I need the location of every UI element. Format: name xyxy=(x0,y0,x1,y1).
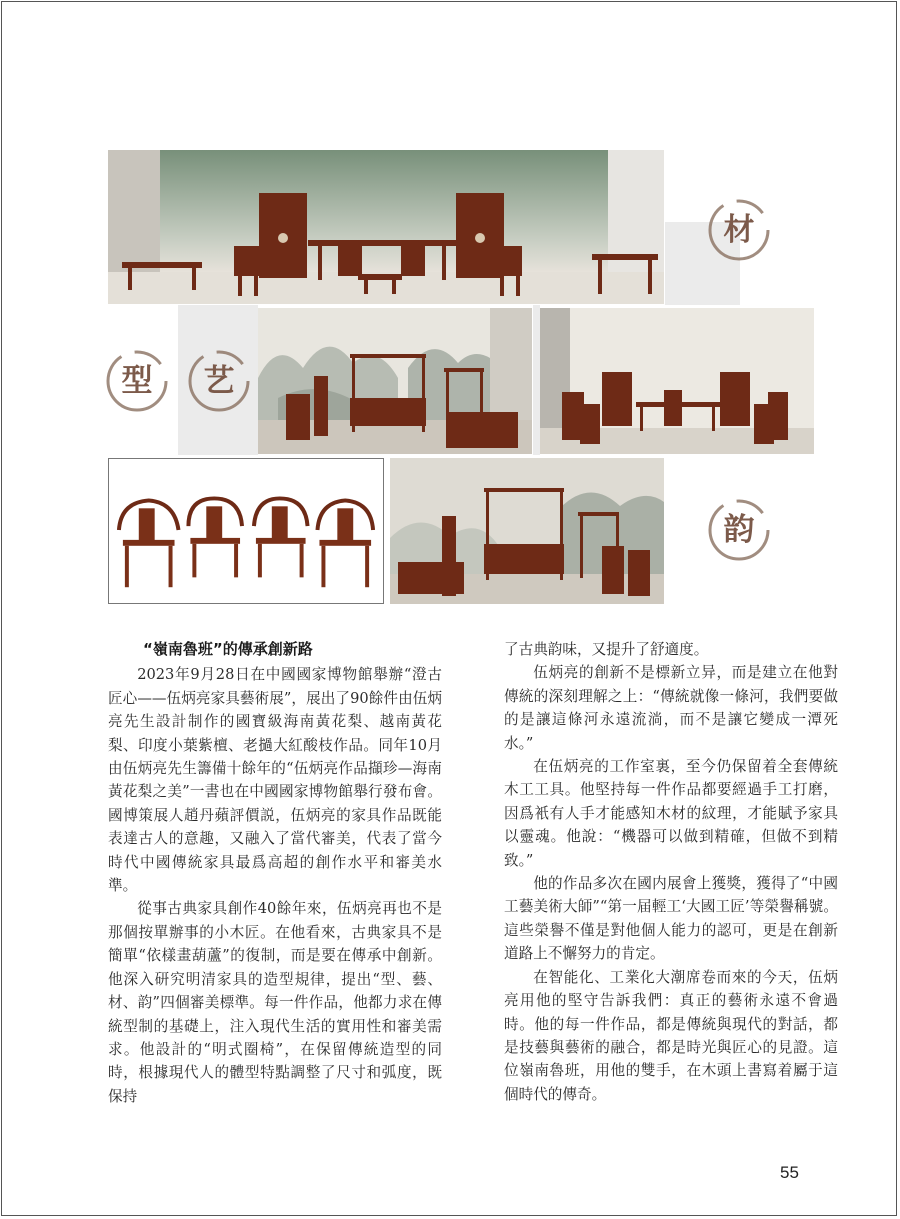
seal-yi-emblem xyxy=(186,348,252,414)
article-paragraph: 他的作品多次在國内展會上獲獎，獲得了“中國工藝美術大師”“第一届輕工‘大國工匠’等榮譽稱號。這些榮譽不僅是對他個人能力的認可，更是在創新道路上不懈努力的肯定。 xyxy=(504,875,838,963)
article-heading: “嶺南魯班”的傳承創新路 xyxy=(143,640,313,658)
seal-yun-character: 韵 xyxy=(723,512,755,548)
article-right-column xyxy=(504,638,838,1106)
horseshoe-chairs-photo xyxy=(108,458,384,604)
article-paragraph: 伍炳亮的創新不是標新立异，而是建立在他對傳統的深刻理解之上：“傳統就像一條河，我們要做的是讓這條河永遠流淌，而不是讓它變成一潭死水。” xyxy=(504,664,838,752)
article-paragraph: 在伍炳亮的工作室裏，至今仍保留着全套傳統木工工具。他堅持每一件作品都要經過手工打磨，因爲衹有人手才能感知木材的紋理，才能賦予家具以靈魂。他說：“機器可以做到精確，但做不到精致。” xyxy=(504,758,838,869)
seal-cai-emblem xyxy=(706,197,772,263)
article-paragraph: 在智能化、工業化大潮席卷而來的今天，伍炳亮用他的堅守告訴我們：真正的藝術永遠不會過時。他的每一件作品，都是傳統與現代的對話，都是技藝與藝術的融合，都是時光與匠心的見證。這位嶺南魯班，用他的雙手，在木頭上書寫着屬于這個時代的傳奇。 xyxy=(504,968,838,1103)
page-number: 55 xyxy=(780,1163,799,1182)
canopy-bed-mural-photo xyxy=(390,458,664,604)
seal-yi-character: 艺 xyxy=(203,363,235,399)
cabinet-table-photo xyxy=(540,308,814,454)
article-left-column xyxy=(108,638,442,1108)
article-paragraph: 2023年9月28日在中國國家博物館舉辦“澄古匠心——伍炳亮家具藝術展”，展出了90餘件由伍炳亮先生設計制作的國寶級海南黃花梨、越南黃花梨、印度小葉紫檀、老撾大紅酸枝作品。同年10月由伍炳亮先生籌備十餘年的“伍炳亮作品擷珍—海南黃花梨之美”一書也在中國國家博物館舉行發布會。國博策展人趙丹蘋評價説，伍炳亮的家具作品既能表達古人的意趣，又融入了當代審美，代表了當今時代中國傳統家具最爲高超的創作水平和審美水準。 xyxy=(108,666,442,895)
article-paragraph-continuation: 了古典韵味，又提升了舒適度。 xyxy=(504,641,709,658)
canopy-bed-photo xyxy=(258,308,532,454)
article-paragraph: 從事古典家具創作40餘年來，伍炳亮再也不是那個按單辦事的小木匠。在他看來，古典家具不是簡單“依樣畫葫蘆”的復制，而是要在傳承中創新。他深入研究明清家具的造型規律，提出“型、藝、材、韵”四個審美標準。每一件作品，他都力求在傳統型制的基礎上，注入現代生活的實用性和審美需求。他設計的“明式圈椅”，在保留傳統造型的同時，根據現代人的體型特點調整了尺寸和弧度，既保持 xyxy=(108,900,442,1105)
seal-xing-emblem xyxy=(104,348,170,414)
seal-yun-emblem xyxy=(706,497,772,563)
seal-xing-character: 型 xyxy=(121,363,153,399)
exhibition-hall-photo xyxy=(108,150,664,304)
seal-cai-character: 材 xyxy=(723,212,755,248)
backdrop-block xyxy=(533,305,540,455)
